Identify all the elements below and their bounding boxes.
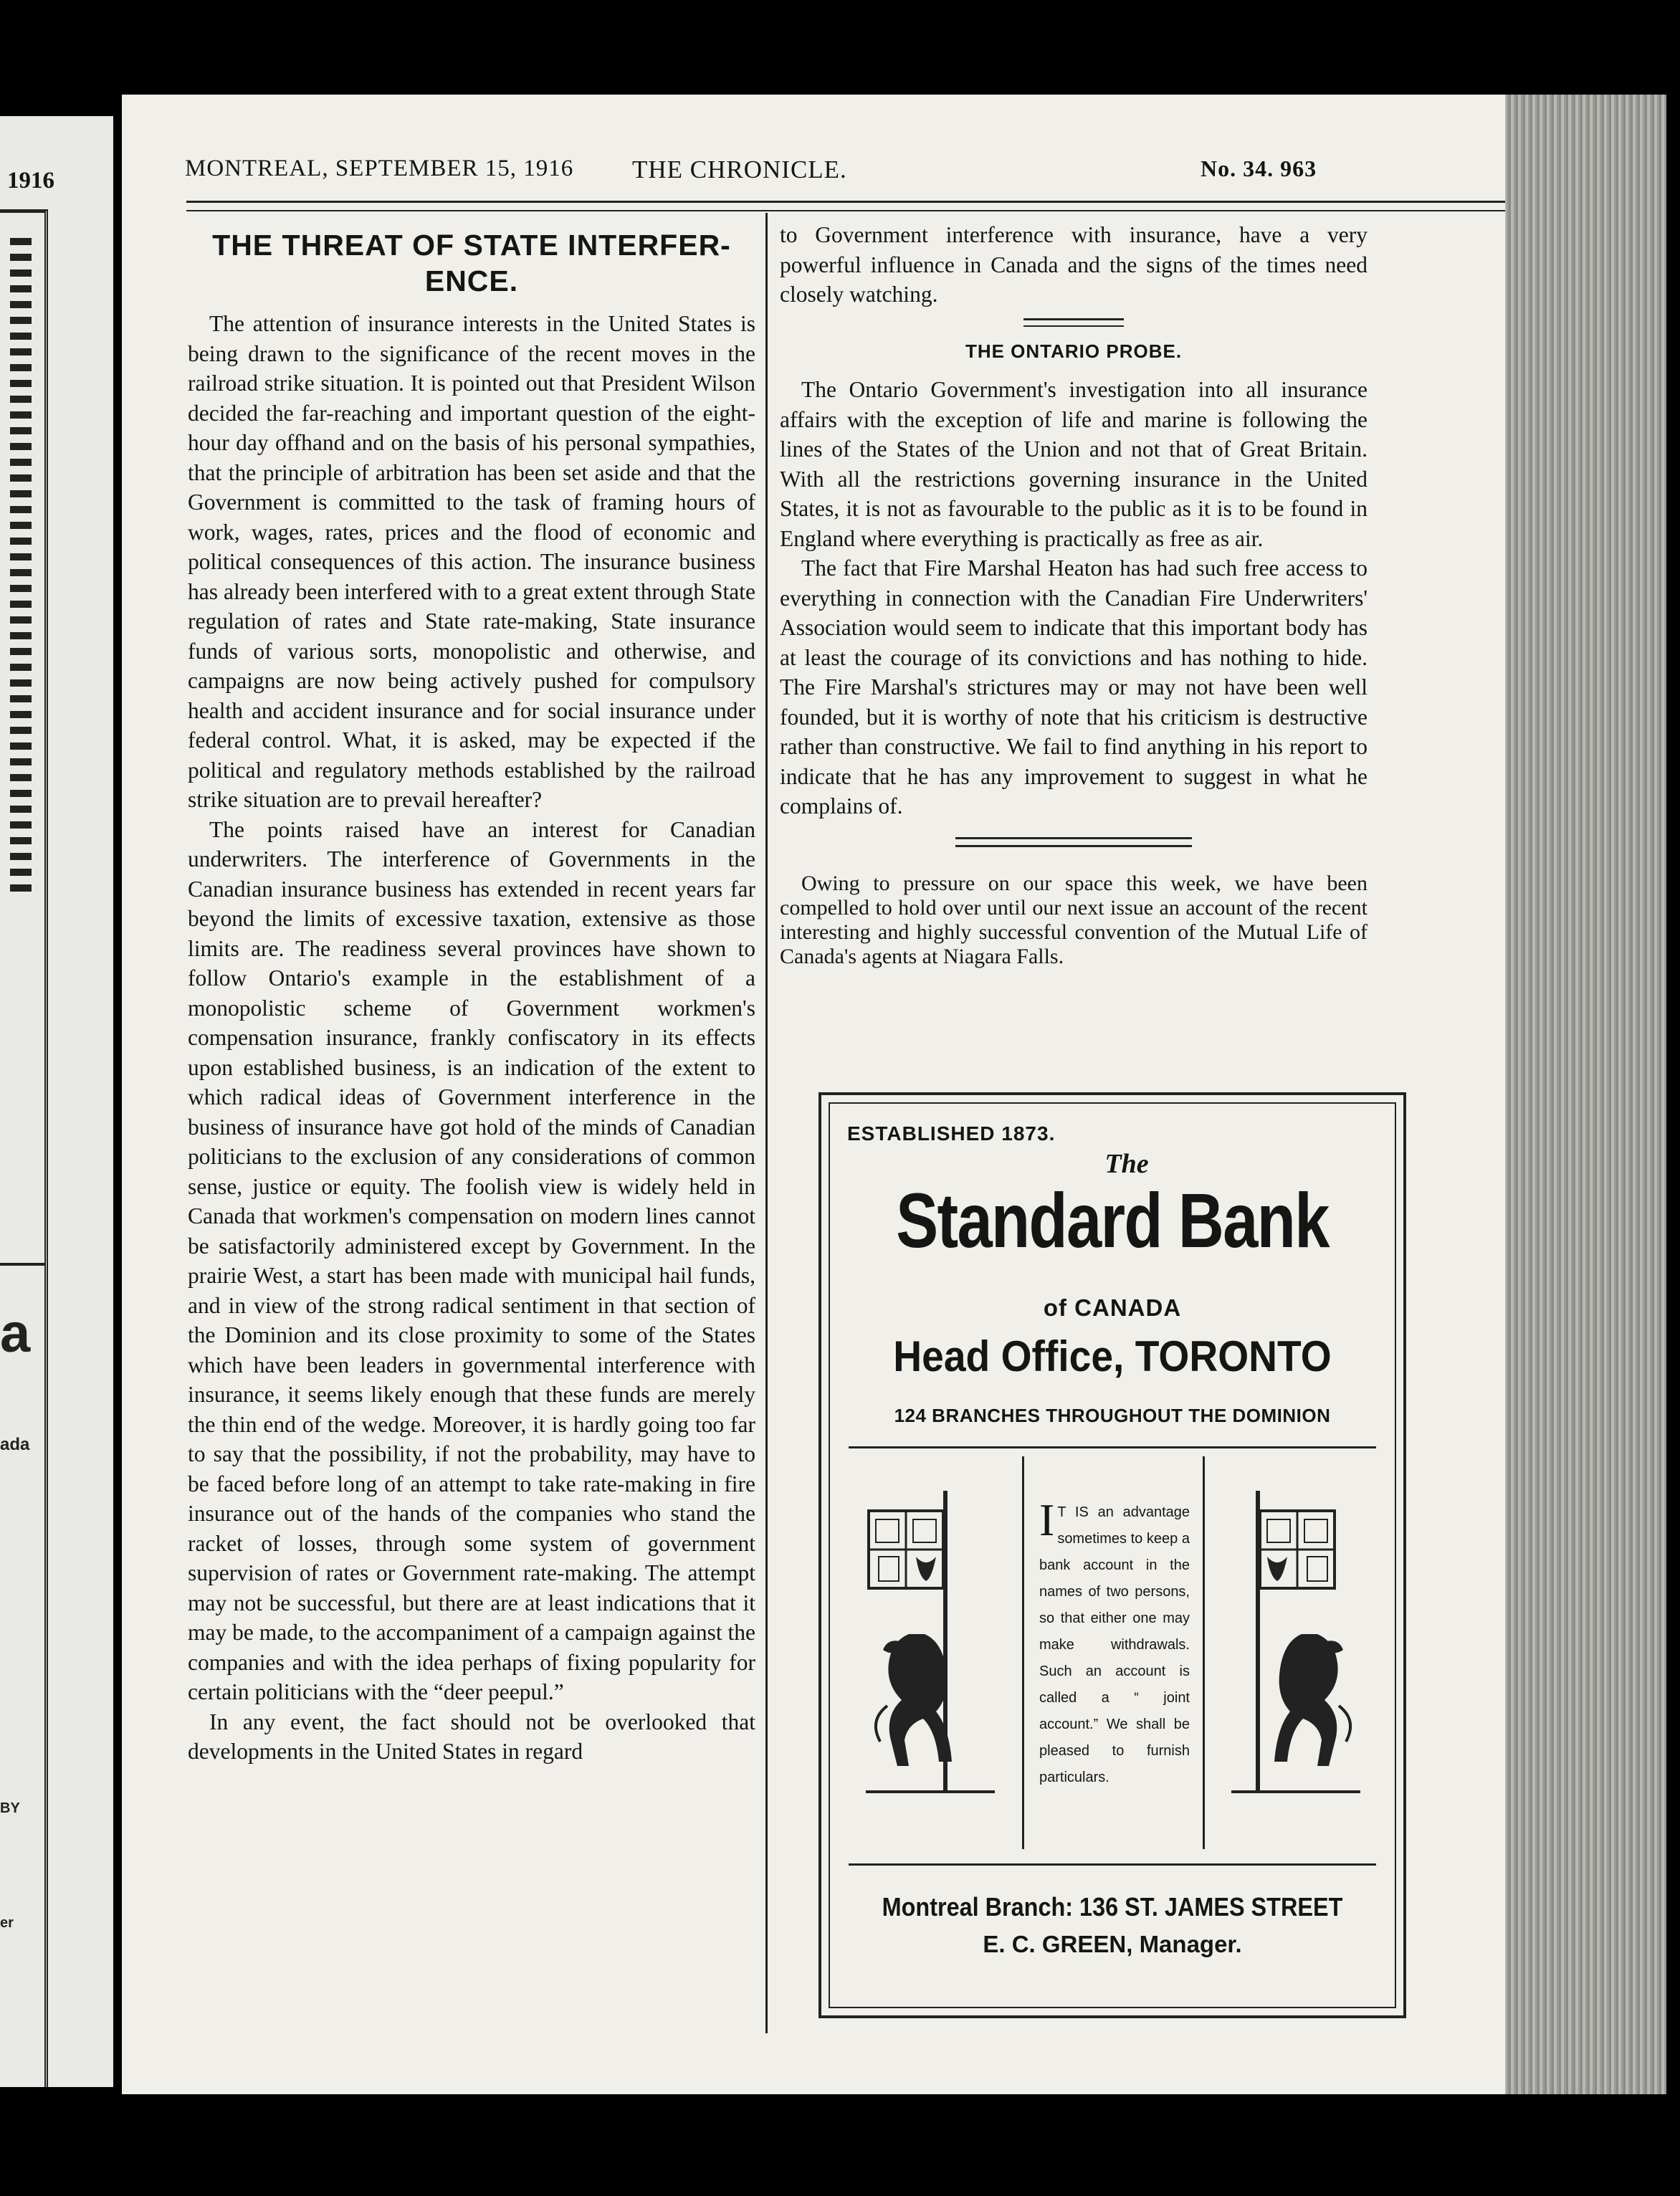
- left-page-fragment-4: er: [0, 1915, 14, 1931]
- header-rule: [186, 201, 1505, 211]
- header-dateline: MONTREAL, SEPTEMBER 15, 1916: [185, 156, 574, 181]
- ad-bottom-rule: [849, 1863, 1376, 1866]
- ad-right-divider: [1203, 1456, 1205, 1849]
- ad-montreal-branch: Montreal Branch: 136 ST. JAMES STREET: [882, 1892, 1343, 1922]
- lion-flag-emblem-left: [859, 1491, 995, 1806]
- ad-note-dropcap: I: [1039, 1494, 1055, 1545]
- right-column: [780, 220, 1368, 969]
- left-facing-page: [0, 116, 113, 2087]
- header-publication: THE CHRONICLE.: [632, 156, 847, 183]
- ad-top-rule: [849, 1446, 1376, 1448]
- column-rule: [765, 213, 768, 2033]
- section-divider: [1023, 318, 1124, 327]
- article-paragraph-1: The attention of insurance interests in the United States is being drawn to the significance of the recent moves in the railroad strike situation. It is pointed out that President Wilson decided the far-reaching and important question of the eight-hour day offhand and on the basis of his personal sympathies, that the principle of arbitration has been set aside and that the Government is committed to the task of framing hours of work, wages, rates, prices and the flood of economic and political consequences of this action. The insurance business has already been interfered with to a great extent through State regulation of rates and State rate-making, State insurance funds of various sorts, monopolistic and otherwise, and campaigns are now being actively pushed for compulsory health and accident insurance and for social insurance under federal control. What, it is asked, may be expected if the political and regulatory methods established by the railroad strike situation are to prevail hereafter?: [188, 311, 755, 812]
- article-title: THE THREAT OF STATE INTERFER-ENCE.: [212, 229, 731, 297]
- ad-branches: 124 BRANCHES THROUGHOUT THE DOMINION: [894, 1405, 1331, 1426]
- article-paragraph-3-start: In any event, the fact should not be overlooked that developments in the United States in regard: [188, 1709, 755, 1764]
- left-page-rule: [0, 1263, 44, 1266]
- article-paragraph-2: The points raised have an interest for Canadian underwriters. The interference of Governments in the Canadian insurance business has extended in recent years far beyond the limits of excessive taxation, extensive as those limits are. The readiness several provinces have shown to follow Ontario's example in the establishment of a monopolistic scheme of Government workmen's compensation insurance, frankly confiscatory in its effects upon established business, is an indication of the extent to which radical ideas of Government interference in the business of insurance have got hold of the minds of Canadian politicians to the exclusion of any considerations of common sense, justice or equity. The foolish view is widely held in Canada that workmen's compensation on modern lines cannot be satisfactorily administered except by Government. In the prairie West, a start has been made with municipal hail funds, and in view of the strong radical sentiment in that section of the Dominion and its close proximity to some of the States which have been leaders in governmental interference with insurance, it seems likely enough that these funds are merely the thin end of the wedge. Moreover, it is hardly going too far to say that the possibility, if not the probability, may have to be faced before long of an attempt to take rate-making in fire insurance out of the hands of the companies who stand the racket of losses, through some system of government supervision of rates or Government rate-making. The attempt may not be successful, but there are at least indications that it may be made, to the accompaniment of a campaign against the companies and with the idea perhaps of fixing popularity for certain politicians with the “deer peepul.”: [188, 816, 755, 1704]
- ad-bank-name: Standard Bank: [896, 1177, 1329, 1264]
- lion-flag-emblem-right: [1231, 1491, 1368, 1806]
- left-page-ornament: [10, 238, 32, 897]
- ad-left-divider: [1022, 1456, 1024, 1849]
- ad-note-text: T IS an advantage sometimes to keep a bank account in the names of two persons, so that either one may make withdrawals. Such an account is called a “ joint account.” We shall be pleased to furnish particulars.: [1039, 1504, 1190, 1785]
- left-page-fragment-3: BY: [0, 1800, 20, 1816]
- ad-manager: E. C. GREEN, Manager.: [983, 1931, 1242, 1957]
- ad-head-office: Head Office, TORONTO: [893, 1332, 1332, 1380]
- left-page-number: 1916: [7, 168, 54, 194]
- standard-bank-advertisement: [818, 1092, 1406, 2018]
- left-column: [188, 227, 755, 1767]
- probe-paragraph-2: The fact that Fire Marshal Heaton has had such free access to everything in connection with the Canadian Fire Underwriters' Association would seem to indicate that this important body has at least the courage of its convictions and has nothing to hide. The Fire Marshal's strictures may or may not have been well founded, but it is worthy of note that his criticism is destructive rather than constructive. We fail to find anything in his report to indicate that he has any improvement to suggest in what he complains of.: [780, 555, 1368, 818]
- header-issue-page: No. 34. 963: [1201, 156, 1317, 181]
- left-page-fragment-2: ada: [0, 1435, 30, 1454]
- newspaper-page: [122, 95, 1505, 2094]
- probe-paragraph-1: The Ontario Government's investigation into all insurance affairs with the exception of life and marine is following the lines of the States of the Union and not that of Great Britain. With all the restrictions governing insurance in the United States, it is not as favourable to the public as it is to be found in England where everything is practically as free as air.: [780, 377, 1368, 551]
- article-paragraph-3-continued: to Government interference with insurance, have a very powerful influence in Canada and the signs of the times need closely watching.: [780, 222, 1368, 307]
- notice-divider: [955, 837, 1192, 847]
- ad-joint-account-note: [1039, 1494, 1190, 1791]
- notice-paragraph: Owing to pressure on our space this week, we have been compelled to hold over until our next issue an account of the recent interesting and highly successful convention of the Mutual Life of Canada's agents at Niagara Falls.: [780, 871, 1368, 968]
- ad-of-canada: of CANADA: [1043, 1294, 1182, 1321]
- ad-inner-border: [829, 1102, 1396, 2008]
- ad-the: The: [1104, 1149, 1149, 1179]
- ad-established: ESTABLISHED 1873.: [847, 1122, 1056, 1145]
- left-page-fragment-1: a: [0, 1303, 31, 1364]
- page-edge-stack: [1494, 95, 1666, 2094]
- probe-title: THE ONTARIO PROBE.: [965, 340, 1183, 362]
